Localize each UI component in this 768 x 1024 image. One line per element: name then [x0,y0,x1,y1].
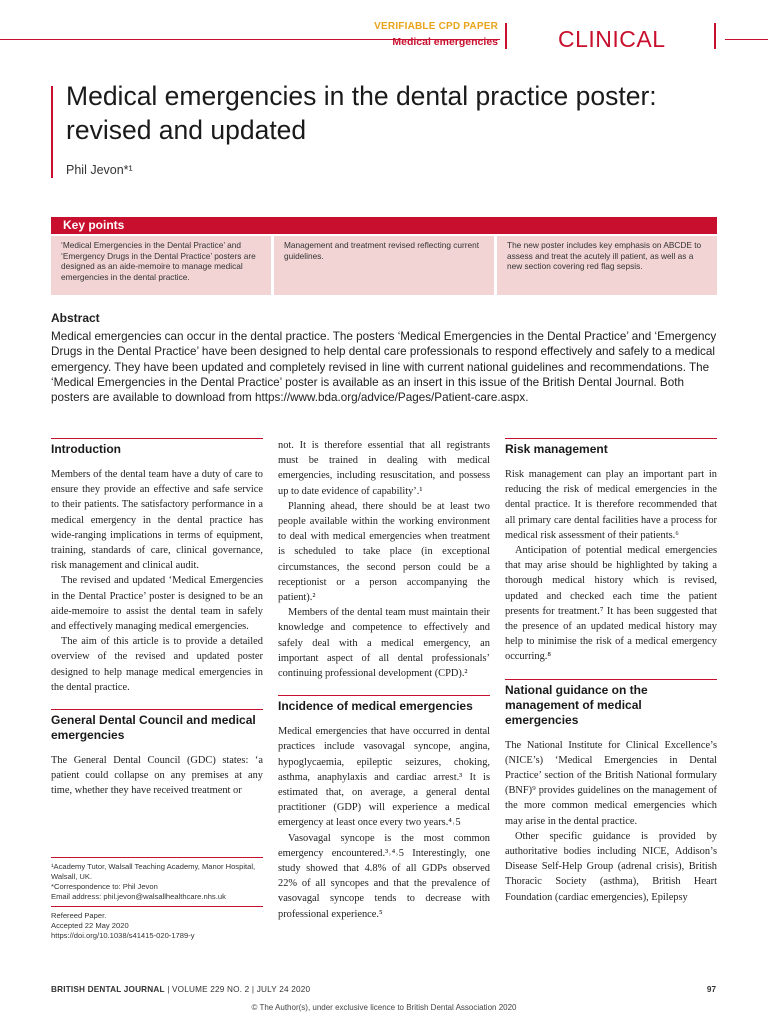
article-author: Phil Jevon*¹ [66,163,133,177]
header-divider-1 [505,23,507,49]
national-guidance-heading: National guidance on the management of medical emergencies [505,679,717,734]
section-label: CLINICAL [558,26,666,52]
abstract-heading: Abstract [51,311,100,325]
footer-date: JULY 24 2020 [256,985,311,994]
header-rule-right [725,39,768,40]
footnote-box [51,857,263,941]
introduction-paragraph-2: The revised and updated ‘Medical Emergencies in the Dental Practice’ poster is designed to be an aide-memoire to assist the dental team in safely and effectively managing medical emergencies. [51,575,263,633]
article-title: Medical emergencies in the dental practice poster: revised and updated [66,81,657,145]
risk-paragraph-2: Anticipation of potential medical emergencies that may arise should be highlighted by taking a thorough medical history which is revised, updated and checked each time the patient presents for treatment.⁷ It has been suggested that the presence of an updated medical history may help to minimise the risk of a medical emergency occurring.⁸ [505,545,717,663]
key-point-3-text: The new poster includes key emphasis on ABCDE to assess and treat the acutely ill patient, as well as a new section covering red flag sepsis. [507,240,702,272]
footnote-doi[interactable]: https://doi.org/10.1038/s41415-020-1789-y [51,931,195,940]
introduction-paragraph-3: The aim of this article is to provide a detailed overview of the revised and updated poster designed to help manage medical emergencies in the dental practice. [51,636,263,693]
national-guidance-paragraph-1: The National Institute for Clinical Excellence’s (NICE’s) ‘Medical Emergencies in Dental Practice’ section of the British National formulary (BNF)⁹ provides guidelines on the management of the more common medical emergencies which may arise in the dental practice. [505,739,717,827]
header-divider-2 [714,23,716,49]
footer-journal-info [51,985,310,994]
incidence-paragraph-2: Vasovagal syncope is the most common emergency encountered.³˒⁴˒5 Interestingly, one study showed that 4.8% of all GDPs observed 22% of all syncopes and that the prevalence of vasovagal syncope tends to decrease with professional experience.⁵ [278,832,490,920]
footnote-rule-2 [51,906,263,907]
gdc-heading: General Dental Council and medical emergencies [51,709,263,749]
footnote-affiliation: ¹Academy Tutor, Walsall Teaching Academy, Manor Hospital, Walsall, UK. [51,862,256,881]
incidence-heading: Incidence of medical emergencies [278,695,490,720]
column-2-paragraph-1: not. It is therefore essential that all registrants must be trained in dealing with medical emergencies, including resuscitation, and possess up to date evidence of capability’.¹ [278,440,490,497]
footer-volume: VOLUME 229 NO. 2 [172,985,250,994]
introduction-heading: Introduction [51,438,263,463]
key-point-2 [274,236,494,295]
incidence-paragraph-1: Medical emergencies that have occurred in dental practices include vasovagal syncope, angina, hypoglycaemia, epileptic seizures, choking, asthma, anaphylaxis and cardiac arrest.³ It is estimated that, on average, a general dental practitioner (GDP) will experience a medical emergency at least once every two years.⁴˒5 [278,726,490,829]
footnote-email: Email address: phil.jevon@walsallhealthcare.nhs.uk [51,892,226,901]
key-points-heading: Key points [51,217,717,234]
column-2-paragraph-2: Planning ahead, there should be at least two people available within the working environment to deal with medical emergencies when treatment is scheduled to take place (in exceptional circumstances, the second person could be a receptionist or a person accompanying the patient).² [278,500,490,604]
key-point-2-text: Management and treatment revised reflecting current guidelines. [284,240,480,261]
abstract-text: Medical emergencies can occur in the dental practice. The posters ‘Medical Emergencies in the Dental Practice’ and ‘Emergency Drugs in the Dental Practice’ have been designed to help dental care professionals to respond effectively and safely to a medical emergency. They have been updated and completely revised in line with current national guidelines and recommendations. The ‘Medical Emergencies in the Dental Practice’ poster is available as an insert in this issue of the British Dental Journal. Both posters are available to download from https://www.bda.org/advice/Pages/Patient-care.aspx. [51,330,717,405]
key-point-1-text: ‘Medical Emergencies in the Dental Practice’ and ‘Emergency Drugs in the Dental Practice’ posters are designed as an aide-memoire to manage medical emergencies in the dental practice. [61,240,256,282]
cpd-tag: VERIFIABLE CPD PAPER [374,21,498,32]
footer-journal: BRITISH DENTAL JOURNAL [51,985,165,994]
footer-sep-2: | [251,985,257,994]
key-point-1 [51,236,271,295]
key-points-grid [51,236,717,295]
column-2 [278,438,490,922]
national-guidance-paragraph-2: Other specific guidance is provided by authoritative bodies including NICE, Addison’s Disease Self-Help Group (adrenal crisis), British Thoracic Society (asthma), British Heart Foundation (cardiac emergencies), Epilepsy [505,830,717,903]
column-2-paragraph-3: Members of the dental team must maintain their knowledge and competence to effectively and safely deal with a medical emergency, an important aspect of all dental professionals’ continuing professional development (CPD).² [278,607,490,680]
footnote-refereed: Refereed Paper. [51,911,107,920]
footer-sep-1: | [167,985,173,994]
topic-tag: Medical emergencies [392,36,498,48]
risk-heading: Risk management [505,438,717,463]
copyright-notice: © The Author(s), under exclusive licence to British Dental Association 2020 [251,1003,517,1012]
title-accent-bar [51,86,53,178]
footnote-correspondence: *Correspondence to: Phil Jevon [51,882,158,891]
risk-paragraph-1: Risk management can play an important part in reducing the risk of medical emergencies in the dental practice. It is therefore recommended that all primary care dental facilities have a process for medical risk assessment of their patients.⁶ [505,469,717,541]
footnote-accepted: Accepted 22 May 2020 [51,921,129,930]
column-3 [505,438,717,905]
page-number: 97 [706,985,716,994]
gdc-paragraph-1: The General Dental Council (GDC) states: ‘a patient could collapse on any premises at any time, whether they have received treatment or [51,755,263,797]
header-tag [374,21,498,48]
footnote-rule [51,857,263,858]
key-point-3 [497,236,717,295]
introduction-paragraph-1: Members of the dental team have a duty of care to ensure they provide an effective and safe service to their patients. The satisfactory performance in a medical emergency in the dental practice has wide-ranging implications in terms of equipment, training, standards of care, clinical governance, risk management and clinical audit. [51,469,263,572]
column-1 [51,438,263,799]
